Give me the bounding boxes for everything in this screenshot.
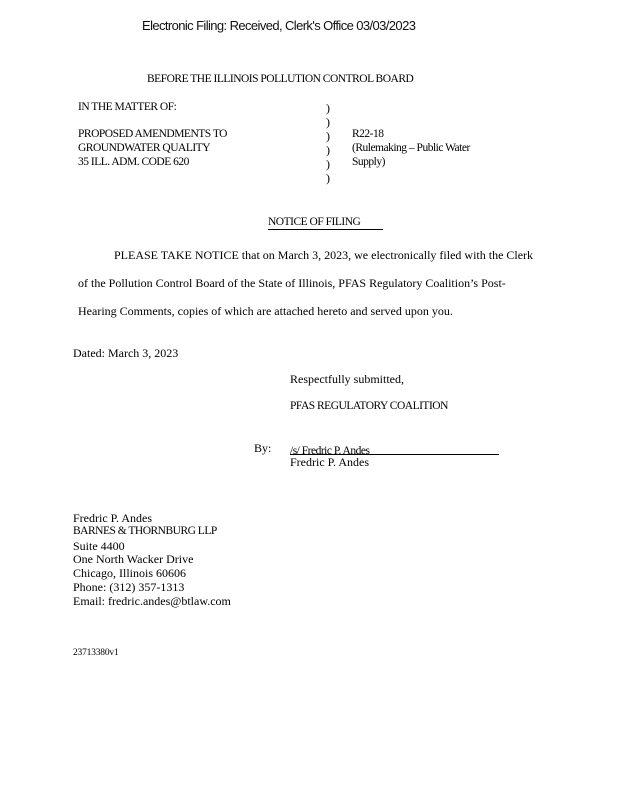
contact-line: One North Wacker Drive	[73, 552, 194, 566]
contact-line: Suite 4400	[73, 539, 125, 553]
docket-line: Supply)	[352, 156, 385, 168]
body-line: Hearing Comments, copies of which are attached hereto and served upon you.	[78, 304, 453, 318]
notice-title-text: NOTICE OF FILING	[268, 216, 361, 228]
caption-paren: )	[326, 115, 330, 129]
subject-line: 35 ILL. ADM. CODE 620	[78, 156, 189, 168]
contact-line: Email: fredric.andes@btlaw.com	[73, 594, 231, 608]
filing-stamp: Electronic Filing: Received, Clerk's Office 03/03/2023	[142, 18, 416, 33]
docket-line: (Rulemaking – Public Water	[352, 142, 470, 154]
matter-label: IN THE MATTER OF:	[78, 101, 177, 113]
board-heading: BEFORE THE ILLINOIS POLLUTION CONTROL BOARD	[147, 73, 414, 85]
contact-line: Chicago, Illinois 60606	[73, 566, 186, 580]
notice-title-underline	[268, 229, 383, 230]
subject-line: GROUNDWATER QUALITY	[78, 142, 210, 154]
caption-paren: )	[326, 171, 330, 185]
contact-line: BARNES & THORNBURG LLP	[73, 525, 217, 537]
contact-line: Fredric P. Andes	[73, 511, 152, 525]
contact-line: Phone: (312) 357-1313	[73, 580, 185, 594]
caption-paren: )	[326, 129, 330, 143]
electronic-signature: /s/ Fredric P. Andes	[290, 445, 370, 457]
body-line: of the Pollution Control Board of the State of Illinois, PFAS Regulatory Coalition’s Post-	[78, 276, 506, 290]
caption-paren: )	[326, 157, 330, 171]
document-id: 23713380v1	[73, 648, 119, 658]
caption-paren: )	[326, 101, 330, 115]
docket-number: R22-18	[352, 128, 384, 140]
signature-line	[290, 441, 499, 455]
dated-line: Dated: March 3, 2023	[73, 346, 179, 360]
by-label: By:	[254, 441, 272, 455]
notice-title	[268, 216, 360, 228]
caption-paren: )	[326, 143, 330, 157]
subject-line: PROPOSED AMENDMENTS TO	[78, 128, 227, 140]
body-line: PLEASE TAKE NOTICE that on March 3, 2023, we electronically filed with the Clerk	[114, 248, 534, 262]
printed-name: Fredric P. Andes	[290, 455, 369, 469]
closing-line: Respectfully submitted,	[290, 372, 404, 386]
organization-name: PFAS REGULATORY COALITION	[290, 400, 448, 412]
